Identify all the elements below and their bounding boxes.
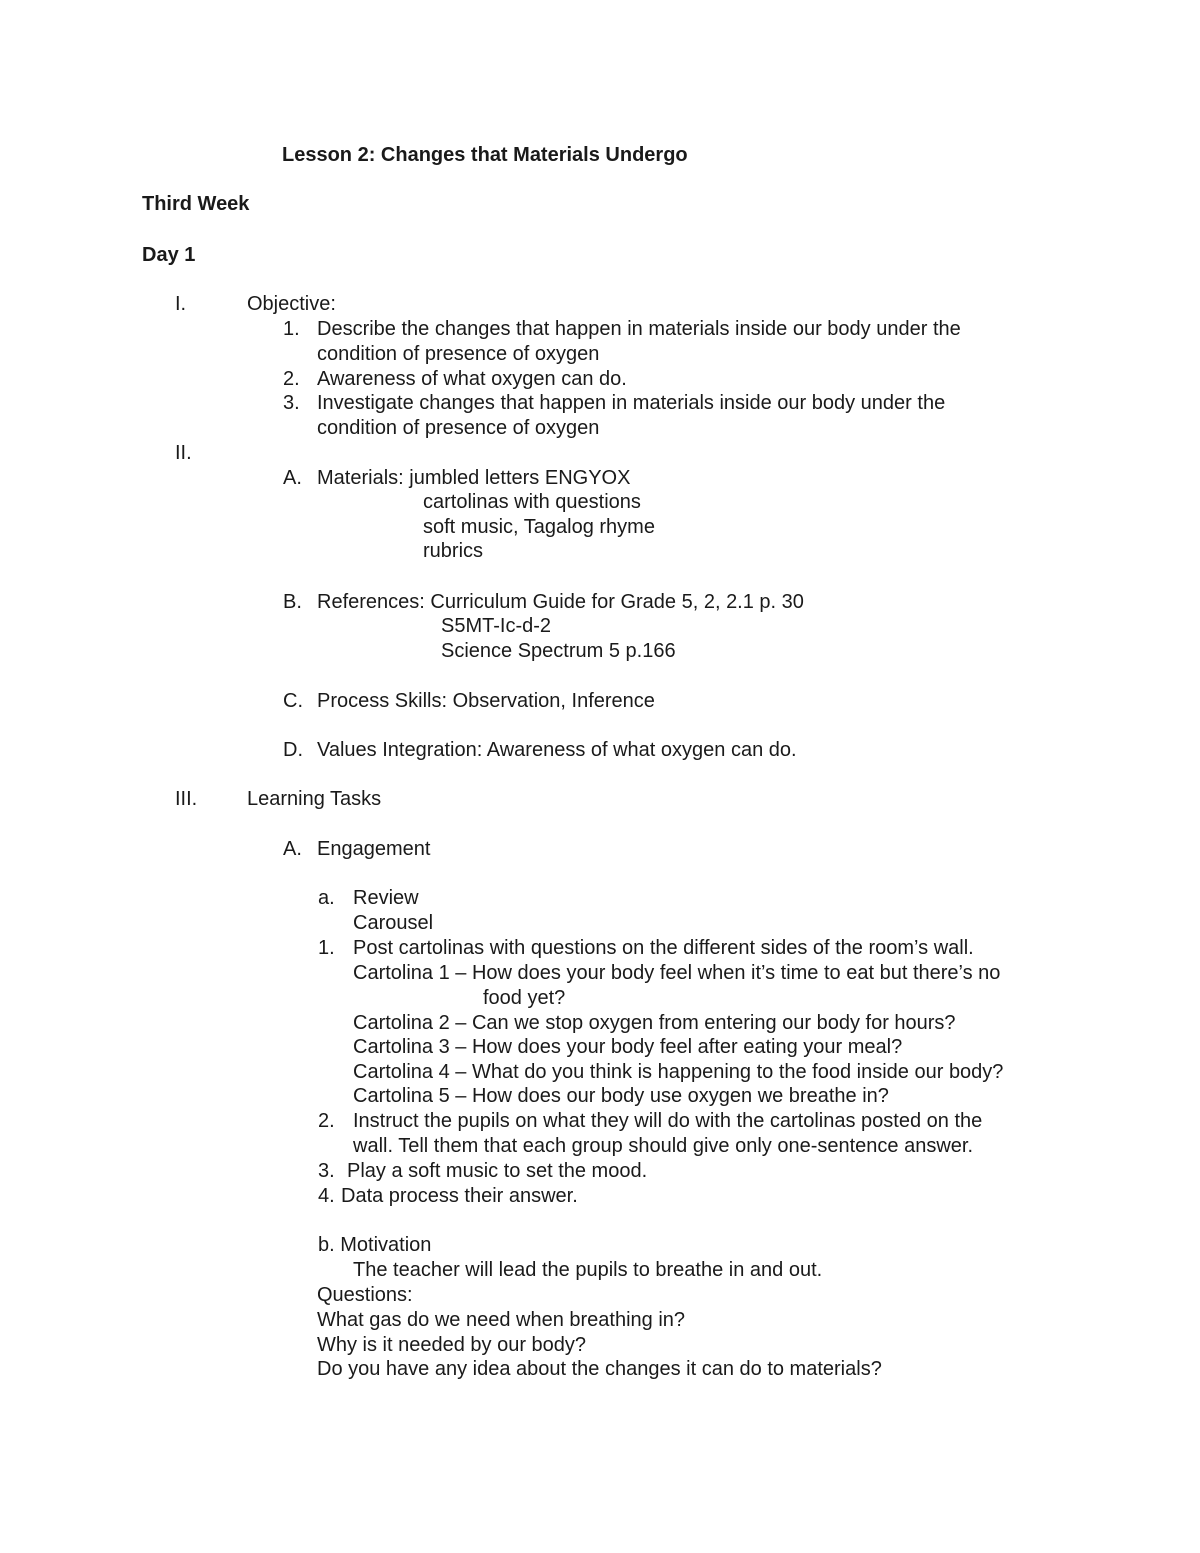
cartolina-question: Cartolina 1 – How does your body feel when it’s time to eat but there’s no [353,962,1001,984]
references-line: References: Curriculum Guide for Grade 5, 2, 2.1 p. 30 [317,591,804,613]
list-letter: D. [283,739,303,761]
review-activity: Carousel [353,912,434,934]
engagement-heading: Engagement [317,838,431,860]
questions-label: Questions: [317,1284,413,1306]
materials-line: rubrics [423,540,484,562]
list-number: 3. [283,392,300,414]
review-heading: Review [353,887,419,909]
list-letter: A. [283,467,302,489]
list-number: 3. [318,1160,335,1182]
section-numeral: III. [175,788,198,810]
day-heading: Day 1 [142,244,196,266]
week-heading: Third Week [142,193,250,215]
list-number: 2. [318,1110,335,1132]
cartolina-question: Cartolina 5 – How does our body use oxygen we breathe in? [353,1085,889,1107]
list-number: 4. [318,1185,335,1207]
step-text: Play a soft music to set the mood. [347,1160,648,1182]
learning-tasks-heading: Learning Tasks [247,788,382,810]
step-text: Instruct the pupils on what they will do with the cartolinas posted on the [353,1110,983,1132]
list-letter: a. [318,887,335,909]
lesson-title: Lesson 2: Changes that Materials Undergo [282,144,688,166]
cartolina-question: Cartolina 4 – What do you think is happening to the food inside our body? [353,1061,1004,1083]
motivation-question: What gas do we need when breathing in? [317,1309,686,1331]
list-letter: C. [283,690,303,712]
objective-item-text: Investigate changes that happen in materials inside our body under the [317,392,946,414]
materials-line: Materials: jumbled letters ENGYOX [317,467,631,489]
objective-item-text: Awareness of what oxygen can do. [317,368,627,390]
cartolina-question: food yet? [483,987,566,1009]
list-number: 2. [283,368,300,390]
materials-line: cartolinas with questions [423,491,641,513]
process-skills-line: Process Skills: Observation, Inference [317,690,655,712]
cartolina-question: Cartolina 2 – Can we stop oxygen from entering our body for hours? [353,1012,956,1034]
step-text: wall. Tell them that each group should give only one-sentence answer. [353,1135,974,1157]
cartolina-question: Cartolina 3 – How does your body feel after eating your meal? [353,1036,903,1058]
materials-line: soft music, Tagalog rhyme [423,516,655,538]
objective-item-text: condition of presence of oxygen [317,343,600,365]
list-number: 1. [318,937,335,959]
list-number: 1. [283,318,300,340]
objective-item-text: Describe the changes that happen in materials inside our body under the [317,318,961,340]
list-letter: A. [283,838,302,860]
section-numeral: I. [175,293,187,315]
motivation-instruction: The teacher will lead the pupils to breathe in and out. [353,1259,823,1281]
objective-item-text: condition of presence of oxygen [317,417,600,439]
objective-heading: Objective: [247,293,336,315]
motivation-question: Do you have any idea about the changes it can do to materials? [317,1358,882,1380]
step-text: Data process their answer. [341,1185,578,1207]
references-line: S5MT-Ic-d-2 [441,615,552,637]
section-numeral: II. [175,442,192,464]
motivation-question: Why is it needed by our body? [317,1334,587,1356]
references-line: Science Spectrum 5 p.166 [441,640,676,662]
step-text: Post cartolinas with questions on the different sides of the room’s wall. [353,937,974,959]
list-letter: B. [283,591,302,613]
motivation-heading: b. Motivation [318,1234,432,1256]
values-integration-line: Values Integration: Awareness of what oxygen can do. [317,739,797,761]
